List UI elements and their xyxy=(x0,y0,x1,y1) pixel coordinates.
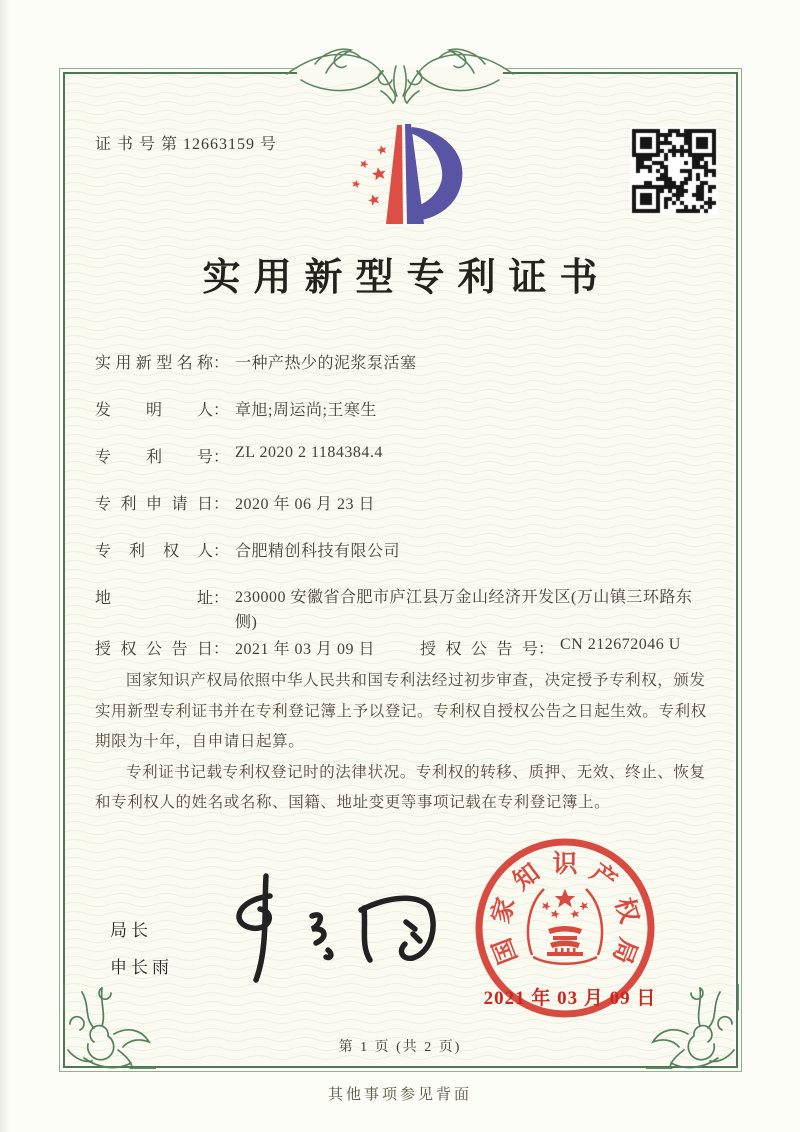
paragraph-grant-statement: 国家知识产权局依照中华人民共和国专利法经过初步审查，决定授予专利权，颁发实用新型专利证书并在专利登记簿上予以登记。专利权自授权公告之日起生效。专利权期限为十年，自申请日起算。 xyxy=(95,672,707,750)
director-title: 局长 xyxy=(110,921,152,940)
qr-code xyxy=(630,127,718,215)
seal-char: 国 xyxy=(488,934,523,968)
field-label: 地址 xyxy=(95,590,213,607)
page-number: 第 1 页 (共 2 页) xyxy=(338,1040,462,1055)
field-colon: ： xyxy=(213,543,230,560)
grant-number-pair xyxy=(420,636,681,659)
field-value: 2020 年 06 月 23 日 xyxy=(235,496,376,513)
field-label: 实用新型名称 xyxy=(95,355,213,372)
director-block xyxy=(110,912,173,986)
field-row-patent-number xyxy=(95,444,711,467)
field-row-grant-info xyxy=(95,636,711,659)
field-colon: ： xyxy=(213,449,230,466)
field-colon: ： xyxy=(538,641,555,658)
field-label: 专利号 xyxy=(95,449,213,466)
field-colon: ： xyxy=(213,402,230,419)
cnipa-logo-icon xyxy=(337,114,469,238)
director-name: 申长雨 xyxy=(110,958,173,977)
field-label: 专利权人 xyxy=(95,543,213,560)
field-row-inventors xyxy=(95,397,711,420)
top-border-flourish-icon xyxy=(283,36,517,108)
field-label: 授权公告日 xyxy=(95,641,213,658)
paragraph-register-statement: 专利证书记载专利权登记时的法律状况。专利权的转移、质押、无效、终止、恢复和专利权人的姓名或名称、国籍、地址变更等事项记载在专利登记簿上。 xyxy=(95,763,706,811)
field-row-patentee xyxy=(95,538,711,561)
field-value: 合肥精创科技有限公司 xyxy=(235,543,401,560)
corner-ornament-bottom-left-icon xyxy=(54,984,156,1080)
corner-ornament-bottom-right-icon xyxy=(646,984,748,1080)
field-value: 230000 安徽省合肥市庐江县万金山经济开发区(万山镇三环路东侧) xyxy=(235,589,693,631)
national-emblem-icon xyxy=(540,889,589,956)
seal-char: 产 xyxy=(585,858,622,896)
field-colon: ： xyxy=(213,590,230,607)
director-signature-icon xyxy=(212,866,452,988)
legal-text xyxy=(95,666,709,819)
field-value: ZL 2020 2 1184384.4 xyxy=(235,444,383,461)
back-side-note: 其他事项参见背面 xyxy=(327,1087,472,1103)
field-value: 一种产热少的泥浆泵活塞 xyxy=(235,355,417,372)
seal-char: 知 xyxy=(508,858,545,896)
seal-char: 权 xyxy=(609,894,643,927)
seal-date: 2021 年 03 月 09 日 xyxy=(483,988,657,1009)
seal-char: 家 xyxy=(487,894,521,927)
certificate-number: 证 书 号 第 12663159 号 xyxy=(95,136,278,153)
field-row-invention-name xyxy=(95,350,711,373)
field-row-filing-date xyxy=(95,491,711,514)
field-value: 2021 年 03 月 09 日 xyxy=(235,641,376,658)
field-colon: ： xyxy=(213,355,230,372)
field-value: 章旭;周运尚;王寒生 xyxy=(235,402,377,419)
field-label: 授权公告号 xyxy=(420,641,538,658)
field-colon: ： xyxy=(213,641,230,658)
field-value: CN 212672046 U xyxy=(560,636,681,653)
seal-char: 局 xyxy=(607,934,642,968)
field-label: 专利申请日 xyxy=(95,496,213,513)
field-colon: ： xyxy=(213,496,230,513)
certificate-title: 实用新型专利证书 xyxy=(202,257,611,299)
field-row-address xyxy=(95,585,711,635)
scan-edge-shadow xyxy=(0,0,10,1132)
field-label: 发明人 xyxy=(95,402,213,419)
seal-char: 识 xyxy=(552,851,578,878)
